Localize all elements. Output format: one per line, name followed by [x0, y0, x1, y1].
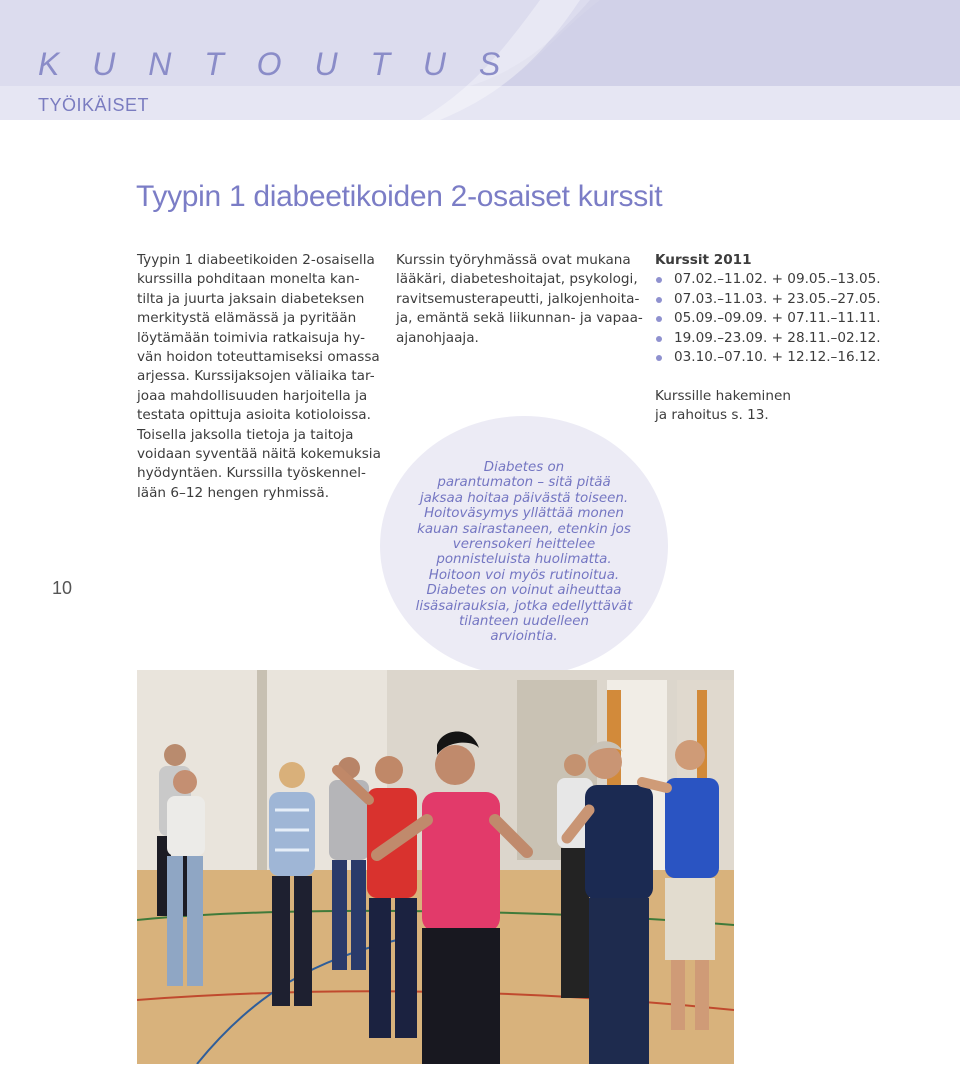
quote-line: Hoitoon voi myös rutinoitua.	[428, 567, 620, 583]
course-date: 07.02.–11.02. + 09.05.–13.05.	[674, 271, 881, 288]
team-paragraph	[396, 251, 641, 348]
course-date: 03.10.–07.10. + 12.12.–16.12.	[674, 349, 881, 366]
text-line: tilta ja juurta jaksain diabeteksen	[137, 290, 365, 307]
course-dates-box	[655, 251, 895, 367]
section-subtitle: TYÖIKÄISET	[38, 95, 150, 115]
quote-line: ponnisteluista huolimatta.	[436, 552, 612, 568]
bullet-icon	[656, 336, 662, 342]
text-line: joaa mahdollisuuden harjoitella ja	[137, 387, 368, 404]
text-line: ajanohjaaja.	[396, 329, 479, 346]
quote-line: parantumaton – sitä pitää	[437, 475, 611, 491]
bullet-icon	[656, 316, 662, 322]
pull-quote	[390, 460, 658, 645]
courses-title: Kurssit 2011	[655, 252, 752, 268]
text-line: ravitsemusterapeutti, jalkojenhoita-	[396, 290, 640, 307]
list-item	[655, 348, 895, 367]
quote-line: arviointia.	[490, 629, 558, 645]
quote-line: jaksaa hoitaa päivästä toiseen.	[419, 490, 629, 506]
text-line: Kurssille hakeminen	[655, 388, 791, 404]
text-line: hyödyntäen. Kurssilla työskennel-	[137, 465, 366, 482]
list-item	[655, 270, 895, 289]
course-date: 07.03.–11.03. + 23.05.–27.05.	[674, 290, 881, 307]
intro-paragraph	[137, 251, 381, 503]
text-line: arjessa. Kurssijaksojen väliaika tar-	[137, 368, 375, 385]
course-date: 05.09.–09.09. + 07.11.–11.11.	[674, 310, 881, 327]
list-item	[655, 290, 895, 309]
bullet-icon	[656, 355, 662, 361]
text-line: voidaan syventää näitä kokemuksia	[137, 446, 381, 463]
quote-line: lisäsairauksia, jotka edellyttävät	[415, 598, 633, 614]
section-title: K U N T O U T U S	[38, 46, 513, 82]
text-line: löytämään toimivia ratkaisuja hy-	[137, 329, 365, 346]
quote-line: Diabetes on voinut aiheuttaa	[426, 583, 622, 599]
text-line: kurssilla pohditaan monelta kan-	[137, 271, 360, 288]
quote-line: Hoitoväsymys yllättää monen	[424, 506, 624, 522]
page-title: Tyypin 1 diabeetikoiden 2-osaiset kurssit	[136, 180, 663, 213]
quote-line: Diabetes on	[483, 460, 565, 475]
text-line: Kurssin työryhmässä ovat mukana	[396, 252, 631, 268]
list-item	[655, 309, 895, 328]
text-line: lään 6–12 hengen ryhmissä.	[137, 484, 330, 501]
text-line: Toisella jaksolla tietoja ja taitoja	[137, 426, 354, 443]
quote-line: verensokeri heittelee	[452, 537, 596, 553]
text-line: Tyypin 1 diabeetikoiden 2-osaisella	[137, 252, 375, 268]
quote-line: kauan sairastaneen, etenkin jos	[417, 521, 631, 537]
bullet-icon	[656, 297, 662, 303]
text-line: ja rahoitus s. 13.	[655, 407, 769, 424]
bullet-icon	[656, 277, 662, 283]
text-line: merkitystä elämässä ja pyritään	[137, 310, 357, 327]
application-note	[655, 387, 791, 426]
course-date: 19.09.–23.09. + 28.11.–02.12.	[674, 329, 881, 346]
exercise-group-photo	[137, 670, 734, 1064]
text-line: ja, emäntä sekä liikunnan- ja vapaa-	[396, 310, 643, 327]
course-date-list	[655, 270, 895, 367]
text-line: lääkäri, diabeteshoitajat, psykologi,	[396, 271, 638, 288]
page-number: 10	[52, 578, 73, 598]
exercise-group-illustration	[137, 670, 734, 1064]
list-item	[655, 329, 895, 348]
text-line: vän hoidon toteuttamiseksi omassa	[137, 349, 380, 366]
text-line: testata opittuja asioita kotioloissa.	[137, 407, 371, 424]
quote-line: tilanteen uudelleen	[459, 614, 589, 630]
